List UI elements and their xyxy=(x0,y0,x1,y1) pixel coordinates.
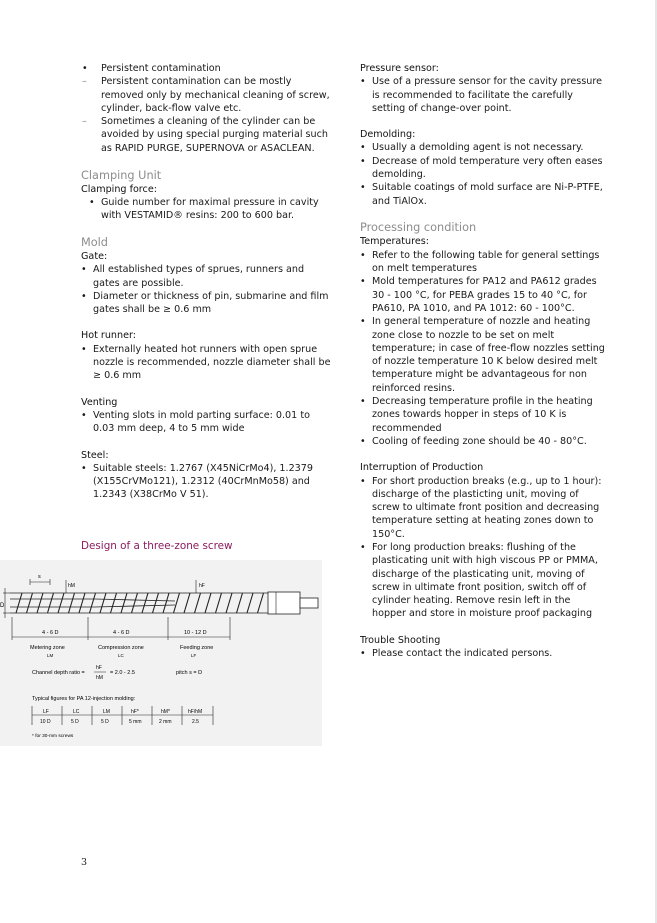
table-value-lm: 5 D xyxy=(101,719,109,725)
heading-trouble-shooting: Trouble Shooting xyxy=(360,634,441,646)
screw-design-title: Design of a three-zone screw xyxy=(81,540,233,552)
list-item: • Diameter or thickness of pin, submarine and film gates shall be ≥ 0.6 mm xyxy=(81,290,331,317)
screw-flight xyxy=(69,593,75,613)
zone-name-feeding: Feeding zone xyxy=(180,645,214,651)
ratio-value: = 2.0 - 2.5 xyxy=(110,670,135,676)
zone-sym-compression: LC xyxy=(118,653,124,658)
steel-list xyxy=(81,462,331,502)
screw-flight xyxy=(79,593,85,613)
demolding-list xyxy=(360,141,605,207)
zone-sym-feeding: LF xyxy=(191,653,197,658)
heading-demolding: Demolding: xyxy=(360,129,416,141)
contamination-list xyxy=(81,62,331,155)
screw-flight xyxy=(205,593,211,613)
screw-flight xyxy=(142,593,148,613)
venting-list xyxy=(81,409,331,436)
zone-name-metering: Metering zone xyxy=(30,645,65,651)
right-column xyxy=(360,62,605,660)
table-value-lc: 5 D xyxy=(71,719,79,725)
interruption-list xyxy=(360,475,605,621)
screw-flight xyxy=(132,593,138,613)
label-s: s xyxy=(38,574,41,580)
zone-length-feeding: 10 - 12 D xyxy=(184,630,207,636)
screw-flight xyxy=(100,593,106,613)
screw-flight xyxy=(216,593,222,613)
screw-flight xyxy=(184,593,190,613)
table-header-hm: hM* xyxy=(161,709,170,715)
heading-hot-runner: Hot runner: xyxy=(81,330,136,342)
list-item: • Suitable coatings of mold surface are Ni-P-PTFE, and TiAlOx. xyxy=(360,181,605,208)
screw-flight xyxy=(237,593,243,613)
table-value-ratio: 2.5 xyxy=(192,719,199,725)
list-item: • All established types of sprues, runners and gates are possible. xyxy=(81,263,331,290)
screw-flight xyxy=(111,593,117,613)
list-item: • For long production breaks: flushing of the plasticating unit with high viscous PP or PMMA, discharge of the plasticating unit, moving of screw in ultimate front position, switch off of cylinder heating. Remove resin left in the hopper and store in moisture proof packaging xyxy=(360,541,605,621)
screw-diagram-svg xyxy=(0,560,322,746)
typical-figures-title: Typical figures for PA 12-injection molding: xyxy=(32,696,136,702)
screw-flight xyxy=(226,593,232,613)
table-header-lc: LC xyxy=(73,709,80,715)
list-item: • Decrease of mold temperature very often eases demolding. xyxy=(360,155,605,182)
list-item: • Use of a pressure sensor for the cavity pressure is recommended to facilitate the carefully setting of change-over point. xyxy=(360,75,605,115)
screw-flight xyxy=(90,593,96,613)
list-item: • Guide number for maximal pressure in cavity with VESTAMID® resins: 200 to 600 bar. xyxy=(81,196,331,223)
contamination-sublist xyxy=(81,75,331,155)
pitch-label: pitch s = D xyxy=(176,670,203,676)
heading-temperatures: Temperatures: xyxy=(360,236,430,248)
pressure-list xyxy=(360,75,605,115)
screw-diagram xyxy=(0,560,322,746)
label-hm: hM xyxy=(68,583,75,589)
screw-flight xyxy=(58,593,64,613)
heading-steel: Steel: xyxy=(81,449,109,461)
table-header-lf: LF xyxy=(43,709,49,715)
screw-flight xyxy=(247,593,253,613)
list-item: – Persistent contamination can be mostly removed only by mechanical cleaning of screw, cylinder, back-flow valve etc. xyxy=(81,75,331,115)
list-item: • Venting slots in mold parting surface: 0.01 to 0.03 mm deep, 4 to 5 mm wide xyxy=(81,409,331,436)
table-value-lf: 10 D xyxy=(40,719,51,725)
list-item: • For short production breaks (e.g., up to 1 hour): discharge of the plasticting unit, moving of screw to ultimate front position and decreasing temperature setting at heating zones down to 150°C. xyxy=(360,475,605,541)
heading-clamping-force: Clamping force: xyxy=(81,183,157,195)
list-item: • Cooling of feeding zone should be 40 - 80°C. xyxy=(360,435,605,448)
list-item: • Persistent contamination – Persistent contamination can be mostly removed only by mechanical cleaning of screw, cylinder, back-flow valve etc. – Sometimes a cleaning of the cylinder can be avoided by using special purging material such as RAPID PURGE, SUPERNOVA or ASACLEAN. xyxy=(81,62,331,155)
heading-interruption: Interruption of Production xyxy=(360,462,484,474)
list-item: • Suitable steels: 1.2767 (X45NiCrMo4), 1.2379 (X155CrVMo121), 1.2312 (40CrMnMo58) and 1.2343 (X38CrMo V 51). xyxy=(81,462,331,502)
table-value-hf: 5 mm xyxy=(129,719,142,725)
left-column xyxy=(81,62,331,502)
screw-flight xyxy=(37,593,43,613)
screw-flight xyxy=(153,593,159,613)
list-item: • Refer to the following table for general settings on melt temperatures xyxy=(360,249,605,276)
list-item: • Decreasing temperature profile in the heating zones towards hopper in steps of 10 K is recommended xyxy=(360,395,605,435)
screw-flight xyxy=(258,593,264,613)
table-header-lm: LM xyxy=(103,709,110,715)
screw-drawing xyxy=(3,588,318,618)
ratio-numerator: hF xyxy=(96,665,102,671)
table-header-ratio: hF/hM xyxy=(188,709,203,715)
list-item: • Externally heated hot runners with open sprue nozzle is recommended, nozzle diameter shall be ≥ 0.6 mm xyxy=(81,343,331,383)
zone-length-metering: 4 - 6 D xyxy=(42,630,59,636)
list-item: • Please contact the indicated persons. xyxy=(360,647,605,660)
trouble-list xyxy=(360,647,605,660)
hot-runner-list xyxy=(81,343,331,383)
page-number: 3 xyxy=(81,857,88,868)
section-title-clamping: Clamping Unit xyxy=(81,168,162,182)
zone-name-compression: Compression zone xyxy=(98,645,144,651)
label-d: D xyxy=(0,603,5,609)
ratio-label: Channel depth ratio = xyxy=(32,670,85,676)
temperatures-list xyxy=(360,249,605,448)
list-item: – Sometimes a cleaning of the cylinder can be avoided by using special purging material such as RAPID PURGE, SUPERNOVA or ASACLEAN. xyxy=(81,115,331,155)
table-header-hf: hF* xyxy=(131,709,139,715)
list-item: • Usually a demolding agent is not necessary. xyxy=(360,141,605,154)
heading-gate: Gate: xyxy=(81,250,108,262)
ratio-denominator: hM xyxy=(96,675,103,681)
gate-list xyxy=(81,263,331,316)
screw-flight xyxy=(27,593,33,613)
label-hf: hF xyxy=(199,583,205,589)
list-item: • In general temperature of nozzle and heating zone close to nozzle to be set on melt temperature; in case of free-flow nozzles setting of nozzle temperature 10 K below desired melt temperature might be advantageous for non reinforced resins. xyxy=(360,315,605,395)
heading-pressure-sensor: Pressure sensor: xyxy=(360,63,439,74)
screw-flight xyxy=(48,593,54,613)
screw-flight xyxy=(163,593,169,613)
screw-flight xyxy=(195,593,201,613)
clamping-list xyxy=(81,196,331,223)
zone-length-compression: 4 - 6 D xyxy=(113,630,130,636)
screw-flight xyxy=(121,593,127,613)
screw-flight xyxy=(174,593,180,613)
section-title-processing: Processing condition xyxy=(360,221,477,235)
zone-sym-metering: LM xyxy=(47,653,54,658)
figure-footnote: * for 30-mm screws xyxy=(32,734,74,739)
list-item: • Mold temperatures for PA12 and PA612 grades 30 - 100 °C, for PEBA grades 15 to 40 °C, for PA610, PA 1010, and PA 1012: 60 - 100°C. xyxy=(360,275,605,315)
screw-flight xyxy=(16,593,22,613)
section-title-mold: Mold xyxy=(81,235,108,249)
table-value-hm: 2 mm xyxy=(159,719,172,725)
heading-venting: Venting xyxy=(81,396,118,408)
